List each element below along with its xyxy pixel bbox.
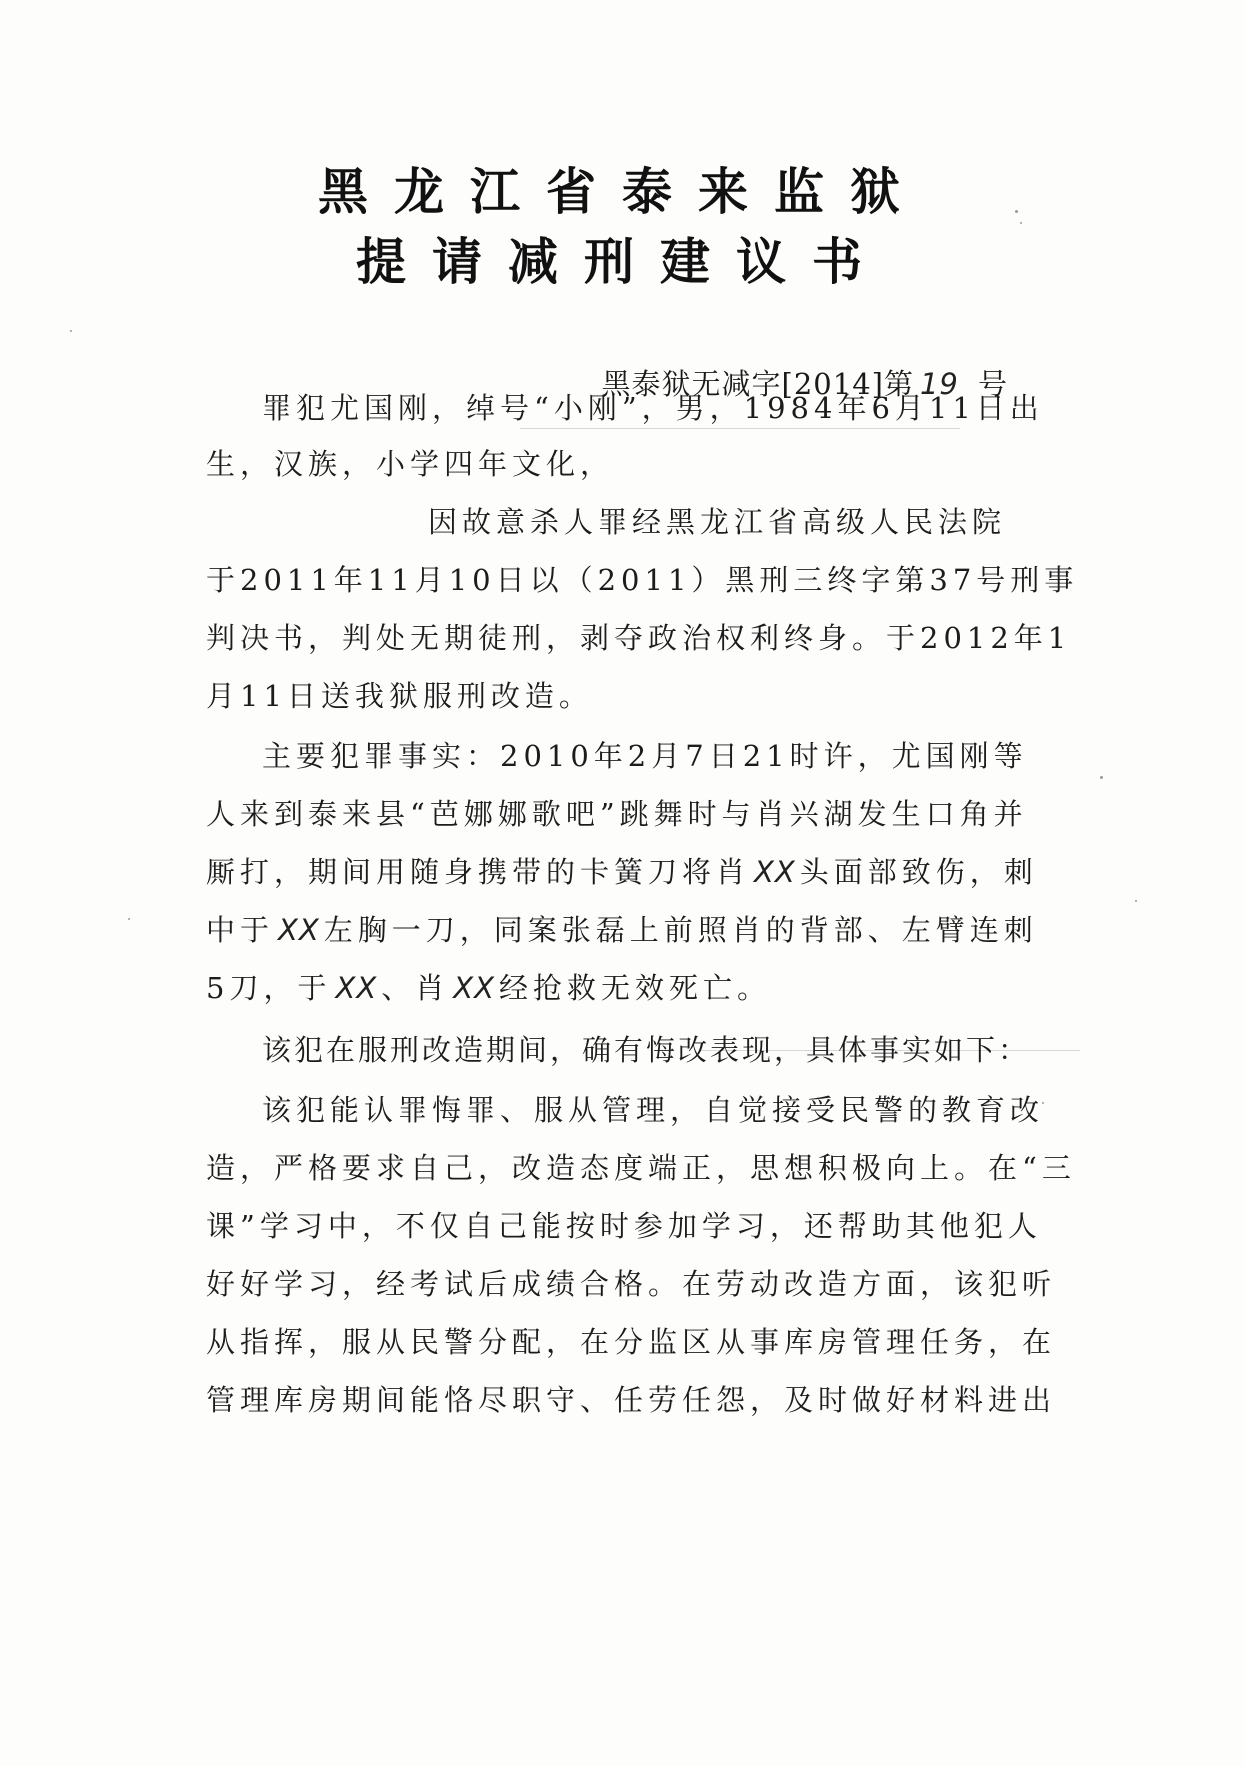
body-line: 管理库房期间能恪尽职守、任劳任怨，及时做好材料进出: [206, 1383, 1057, 1417]
document-number-suffix: 号: [977, 367, 1008, 401]
body-text: 5刀，于: [206, 971, 332, 1005]
body-line: 该犯在服刑改造期间，确有悔改表现，具体事实如下：: [262, 1033, 1031, 1067]
body-line: 人来到泰来县“芭娜娜歌吧”跳舞时与肖兴湖发生口角并: [206, 797, 1028, 831]
redaction-mark: XX: [453, 971, 495, 1005]
body-line: 因故意杀人罪经黑龙江省高级人民法院: [428, 505, 1007, 539]
scan-artifact: [1100, 776, 1103, 779]
body-text: 左胸一刀，同案张磊上前照肖的背部、左臂连刺: [323, 913, 1038, 947]
scan-artifact: [128, 918, 130, 920]
redaction-mark: XX: [335, 971, 378, 1005]
body-line: 主要犯罪事实：2010年2月7日21时许，尤国刚等: [262, 739, 1028, 773]
body-line: 月11日送我狱服刑改造。: [206, 679, 593, 713]
body-line: [206, 850, 1038, 891]
body-line: 该犯能认罪悔罪、服从管理，自觉接受民警的教育改: [262, 1093, 1045, 1127]
body-line: 生，汉族，小学四年文化，: [206, 447, 615, 481]
document-title-line-2: 提请减刑建议书: [356, 233, 888, 291]
body-text: 厮打，期间用随身携带的卡簧刀将肖: [206, 855, 751, 889]
redaction-mark: XX: [754, 855, 796, 889]
body-line: 罪犯尤国刚，绰号“小刚”，男，1984年6月11日出: [262, 391, 1044, 425]
body-line: 造，严格要求自己，改造态度端正，思想积极向上。在“三: [206, 1151, 1076, 1185]
scan-artifact: [520, 428, 960, 429]
document-title-line-1: 黑龙江省泰来监狱: [318, 163, 926, 221]
document-number-prefix: 黑泰狱无减字[2014]第: [601, 367, 914, 401]
body-text: 经抢救无效死亡。: [498, 971, 771, 1005]
body-line: 好好学习，经考试后成绩合格。在劳动改造方面，该犯听: [206, 1267, 1057, 1301]
body-text: 中于: [206, 913, 275, 947]
redaction-mark: XX: [278, 913, 320, 947]
body-line: 判决书，判处无期徒刑，剥夺政治权利终身。于2012年1: [206, 621, 1072, 655]
scan-artifact: [70, 330, 72, 332]
body-line: [206, 908, 1038, 949]
body-text: 、肖: [381, 971, 450, 1005]
body-line: 课”学习中，不仅自己能按时参加学习，还帮助其他犯人: [206, 1209, 1042, 1243]
body-line: [206, 966, 771, 1007]
scan-artifact: [1135, 900, 1137, 902]
body-text: 头面部致伤，刺: [799, 855, 1038, 889]
body-line: 从指挥，服从民警分配，在分监区从事库房管理任务，在: [206, 1325, 1057, 1359]
body-line: 于2011年11月10日以（2011）黑刑三终字第37号刑事: [206, 563, 1079, 597]
document-number-handwritten: 19: [919, 367, 959, 401]
